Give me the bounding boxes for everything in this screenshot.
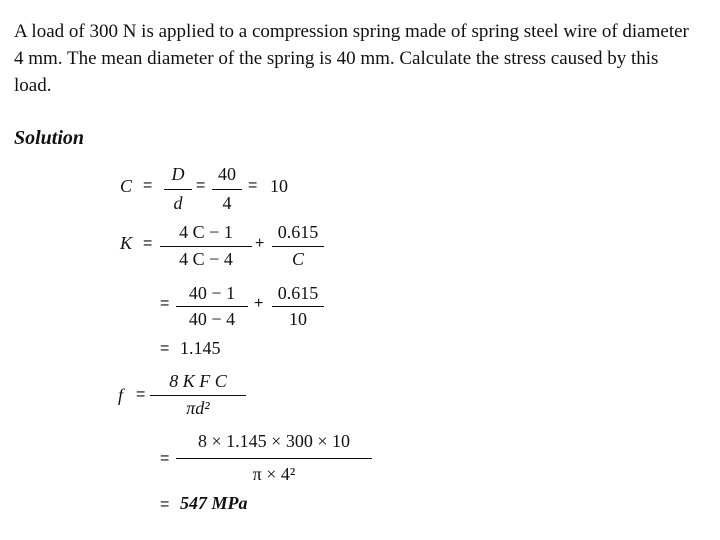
numerator-0615: 0.615 xyxy=(277,283,319,303)
fraction-bar xyxy=(212,189,242,190)
numerator: 4 C − 1 xyxy=(179,222,233,242)
fraction-bar xyxy=(176,458,372,459)
equals-sign: = xyxy=(160,340,170,357)
fraction-bar xyxy=(160,246,252,247)
solution-heading: Solution xyxy=(14,127,85,149)
equals-sign: = xyxy=(160,450,170,467)
fraction-bar xyxy=(176,306,248,307)
equals-sign: = xyxy=(143,235,153,252)
numerator-0615: 0.615 xyxy=(277,222,319,242)
plus-sign: + xyxy=(254,295,264,312)
equals-sign: = xyxy=(248,177,258,194)
equals-sign: = xyxy=(196,177,206,194)
result-1145: 1.145 xyxy=(180,338,221,358)
equals-sign: = xyxy=(143,177,153,194)
c-symbol: C xyxy=(120,176,133,196)
denominator-10: 10 xyxy=(289,309,307,329)
plus-sign: + xyxy=(255,235,265,252)
result-547mpa: 547 MPa xyxy=(180,493,248,513)
denominator: 4 C − 4 xyxy=(179,249,233,269)
k-symbol: K xyxy=(120,233,133,253)
fraction-bar xyxy=(272,246,324,247)
numerator-D: D xyxy=(171,164,185,184)
fraction-bar xyxy=(164,189,192,190)
fraction-bar xyxy=(150,395,246,396)
equals-sign: = xyxy=(136,386,146,403)
problem-line-3: load. xyxy=(14,75,52,96)
numerator: 8 × 1.145 × 300 × 10 xyxy=(198,431,350,451)
denominator-d: d xyxy=(173,193,183,213)
f-symbol: f xyxy=(118,385,124,405)
numerator: 40 − 1 xyxy=(188,283,236,303)
problem-line-1: A load of 300 N is applied to a compression spring made of spring steel wire of diameter xyxy=(14,21,689,42)
denominator-C: C xyxy=(291,249,304,269)
fraction-bar xyxy=(272,306,324,307)
problem-statement xyxy=(14,18,714,99)
denominator: 40 − 4 xyxy=(188,309,236,329)
denominator: πd² xyxy=(186,398,210,418)
numerator: 8 K F C xyxy=(169,371,227,391)
equals-sign: = xyxy=(160,496,170,513)
equals-sign: = xyxy=(160,295,170,312)
problem-line-2: 4 mm. The mean diameter of the spring is 40 mm. Calculate the stress caused by this xyxy=(14,48,659,69)
numerator-40: 40 xyxy=(218,164,236,184)
denominator: π × 4² xyxy=(252,464,296,484)
denominator-4: 4 xyxy=(222,193,232,213)
result-10: 10 xyxy=(270,176,288,196)
